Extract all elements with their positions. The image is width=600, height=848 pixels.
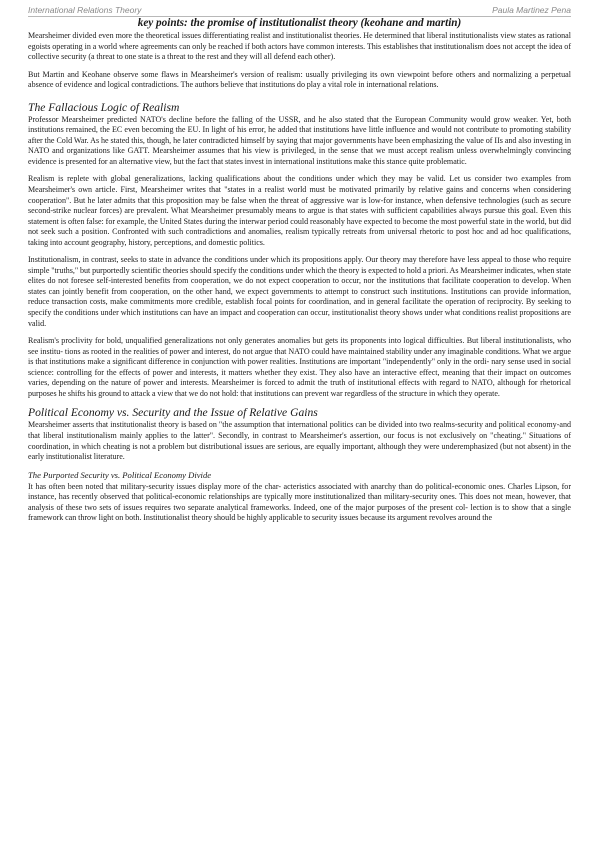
section1-paragraph: Institutionalism, in contrast, seeks to state in advance the conditions under which its propositions apply. Our theory may therefore have less appeal to those who require simple "truths," but purportedly scientific theories should specify the conditions under which the theory is expected to hold a priori. As Mearsheimer indicates, when state elites do not foresee self-interested benefits from cooperation, we do not expect cooperation to occur, nor the institutions that facilitate cooperation to develop. When states can jointly benefit from cooperation, on the other hand, we expect governments to attempt to construct such institutions. Institutions can provide information, reduce transaction costs, make commitments more credible, establish focal points for coordination, and in general facilitate the operation of reciprocity. By seeking to specify the conditions under which institutions can have an impact and cooperation can occur, institutionalist theory shows under what conditions realist propositions are valid.: [28, 255, 571, 328]
section1-paragraph: Realism is replete with global generalizations, lacking qualifications about the conditions under which they may be valid. Let us consider two examples from Mearsheimer's own article. First, Mearsheimer writes that "states in a realist world must be motivated primarily by relative gains and concerns when considering cooperation". But he later admits that this proposition may be false when the threat of aggressive war is low-for instance, when defensive technologies (such as secure second-strike nuclear forces) are prevalent. What Mearsheimer presumably means to argue is that states with sufficient capabilities always pursue this goal. Even this statement is often false: for example, the United States during the interwar period could reasonably have expected to become the most powerful state in the world, but did not seek such a position. Confronted with such contradictions and anomalies, realism typically retreats from universal rhetoric to post hoc and ad hoc qualifications, taking into account geography, history, perceptions, and domestic politics.: [28, 174, 571, 247]
subsection-paragraph: It has often been noted that military-security issues display more of the char- acteristics associated with anarchy than do political-economic ones. Charles Lipson, for instance, has recently observed that political-economic relationships are typically more institutionalized than military-security ones. This does not mean, however, that analysis of these two sets of issues requires two separate analytical frameworks. Indeed, one of the major purposes of the present col- lection is to show that a single framework can throw light on both. Institutionalist theory should be highly applicable to security issues because its argument revolves around the: [28, 481, 571, 523]
section-heading-political-economy: Political Economy vs. Security and the Issue of Relative Gains: [28, 406, 318, 420]
section1-paragraph: Professor Mearsheimer predicted NATO's decline before the falling of the USSR, and he also stated that the European Community would grow weaker. Yet, both institutions remained, the EC even becoming the EU. In light of his error, he added that institutions have little influence and would not contribute to promoting stability after the Cold War. As he stated this, though, he later contradicted himself by saying that major governments have been emphasizing the value of IIs and also investing in NATO and organizations like GATT. Mearsheimer assumes that his view is privileged, in the sense that we must accept realism unless overwhelmingly convincing evidence is presented for an alternative view, but the fact that states invest in international institutions make this stance quite problematic.: [28, 114, 571, 166]
section1-paragraph: Realism's proclivity for bold, unqualified generalizations not only generates anomalies but gets its proponents into logical difficulties. But liberal institutionalists, who see institu- tions as rooted in the realities of power and interest, do not argue that NATO could have maintained stability under any imaginable conditions. What we argue is that institutions make a significant difference in conjunction with power realities. Institutions are important "independently" only in the ordi- nary sense used in social science: controlling for the effects of power and interests, it matters whether they exist. They also have an interactive effect, meaning that their impact on outcomes varies, depending on the nature of power and interests. Mearsheimer is forced to admit the truth of institutional effects with regard to NATO, although for rhetorical purposes he shifts his ground to attack a view that we do not hold: that institutions can prevent war regardless of the structure in which they operate.: [28, 336, 571, 398]
subsection-heading-security-divide: The Purported Security vs. Political Economy Divide: [28, 469, 212, 480]
intro-paragraph-2: But Martin and Keohane observe some flaws in Mearsheimer's version of realism: usually privileging its own viewpoint before others and normalizing a perpetual absence of evidence and logical contradictions. The authors believe that institutions do play a vital role in international relations.: [28, 69, 571, 90]
document-title: key points: the promise of institutionalist theory (keohane and martin): [137, 17, 462, 29]
running-header: [28, 4, 571, 17]
header-course-title: International Relations Theory: [28, 5, 142, 15]
header-author: Paula Martinez Pena: [492, 5, 571, 15]
intro-paragraph-1: Mearsheimer divided even more the theoretical issues differentiating realist and institutionalist theories. He determined that liberal institutionalists view states as rational egoists operating in a world where agreements can only be reached if both actors have common interests. This establishes that institutionalism does not accept the idea of collective security (a threat to one state is a threat to the rest and they will all defend each other).: [28, 31, 571, 62]
section-heading-fallacious-logic: The Fallacious Logic of Realism: [28, 100, 180, 114]
section2-paragraph: Mearsheimer asserts that institutionalist theory is based on "the assumption that international politics can be divided into two realms-security and political economy-and that liberal institutionalism mainly applies to the latter". Secondly, in contrast to Mearsheimer's assertion, our focus is not exclusively on "cheating." Situations of coordination, in which cheating is not a problem but distributional issues are serious, are equally important, although they were underemphasized (but not absent) in the early institutionalist literature.: [28, 420, 571, 462]
